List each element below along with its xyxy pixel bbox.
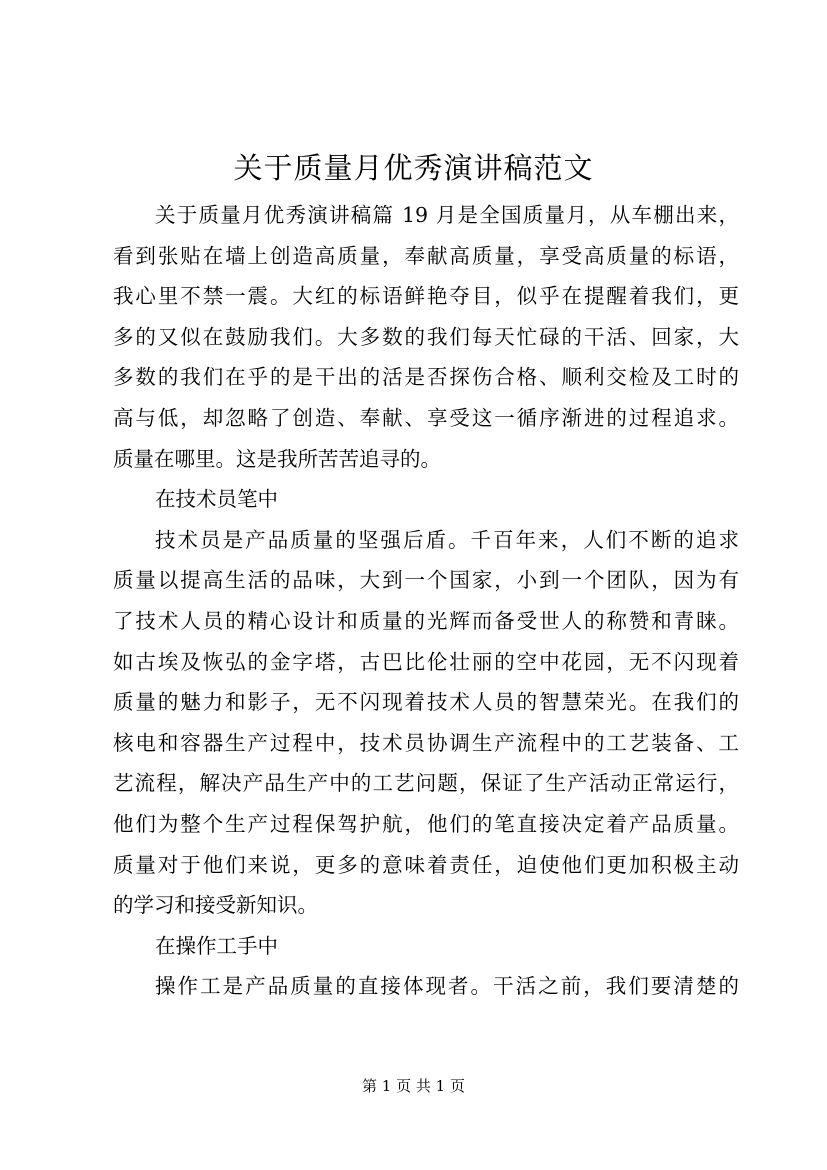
paragraph-line: 操作工是产品质量的直接体现者。干活之前，我们要清楚的	[155, 974, 739, 999]
paragraph-line: 关于质量月优秀演讲稿篇 19 月是全国质量月，从车棚出来，	[155, 203, 739, 227]
paragraph-line: 艺流程，解决产品生产中的工艺问题，保证了生产活动正常运行，	[113, 771, 739, 796]
paragraph-line: 他们为整个生产过程保驾护航，他们的笔直接决定着产品质量。	[113, 811, 739, 836]
paragraph-line: 多数的我们在乎的是干出的活是否探伤合格、顺利交检及工时的	[113, 365, 739, 390]
section-heading: 在操作工手中	[155, 933, 278, 958]
document-body	[113, 195, 739, 1007]
paragraph-line: 我心里不禁一震。大红的标语鲜艳夺目，似乎在提醒着我们，更	[113, 284, 739, 309]
paragraph-line: 质量对于他们来说，更多的意味着责任，迫使他们更加积极主动	[113, 852, 739, 877]
page-footer: 第 1 页 共 1 页	[362, 1077, 465, 1095]
paragraph-line: 核电和容器生产过程中，技术员协调生产流程中的工艺装备、工	[113, 730, 739, 755]
paragraph-line: 高与低，却忽略了创造、奉献、享受这一循序渐进的过程追求。	[113, 405, 739, 430]
document-title: 关于质量月优秀演讲稿范文	[233, 151, 594, 185]
paragraph-line: 了技术人员的精心设计和质量的光辉而备受世人的称赞和青睐。	[113, 608, 739, 633]
paragraph-line: 看到张贴在墙上创造高质量，奉献高质量，享受高质量的标语，	[113, 243, 739, 268]
paragraph-line: 质量以提高生活的品味，大到一个国家，小到一个团队，因为有	[113, 568, 739, 593]
paragraph-line: 多的又似在鼓励我们。大多数的我们每天忙碌的干活、回家，大	[113, 324, 739, 349]
paragraph-line: 的学习和接受新知识。	[113, 893, 318, 918]
section-heading: 在技术员笔中	[155, 487, 278, 512]
paragraph-line: 质量的魅力和影子，无不闪现着技术人员的智慧荣光。在我们的	[113, 690, 739, 715]
paragraph-line: 技术员是产品质量的坚强后盾。千百年来，人们不断的追求	[155, 527, 739, 552]
paragraph-line: 如古埃及恢弘的金字塔，古巴比伦壮丽的空中花园，无不闪现着	[113, 649, 739, 674]
paragraph-line: 质量在哪里。这是我所苦苦追寻的。	[113, 446, 441, 471]
